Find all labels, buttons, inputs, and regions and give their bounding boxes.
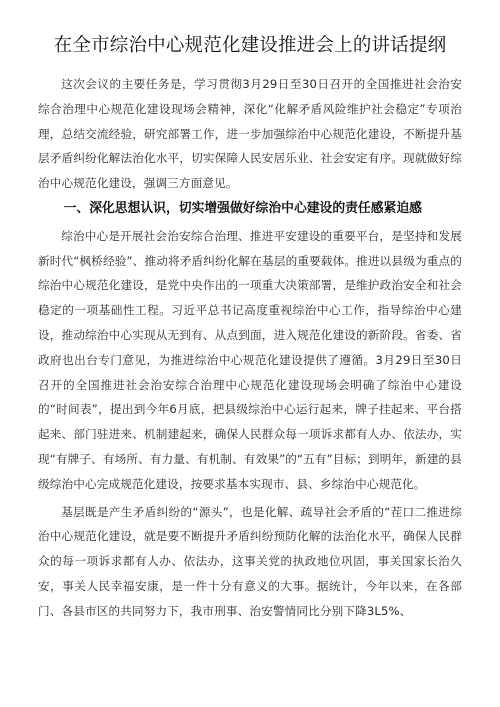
section-heading: 一、深化思想认识，切实增强做好综治中心建设的责任感紧迫感 [63,200,422,216]
intro-paragraph: 这次会议的主要任务是，学习贯彻3月29日至30日召开的全国推进社会治安综合治理中心规范化建设现场会精神，深化“化解矛盾风险维护社会稳定”专项治理，总结交流经验，研究部署工作，进一步加强综治中心规范化建设，不断提升基层矛盾纠纷化解法治化水平，切实保障人民安居乐业、社会安定有序。现就做好综治中心规范化建设，强调三方面意见。 [38,77,462,191]
section-paragraph: 基层既是产生矛盾纠纷的“源头”，也是化解、疏导社会矛盾的“茬口二推进综治中心规范化建设，就是要不断提升矛盾纠纷预防化解的法治化水平，确保人民群众的每一项诉求都有人办、依法办，这事关党的执政地位巩固，事关国家长治久安，事关人民幸福安康，是一件十分有意义的大事。据统计，今年以来，在各部门、各县市区的共同努力下，我市刑事、治安警情同比分别下降3L5%、 [38,504,462,618]
document-title: 在全市综治中心规范化建设推进会上的讲话提纲 [53,35,447,56]
document-body [38,72,462,624]
section-paragraph: 综治中心是开展社会治安综合治理、推进平安建设的重要平台，是坚持和发展新时代“枫桥经验”、推动将矛盾纠纷化解在基层的重要载体。推进以县级为重点的综治中心规范化建设，是党中央作出的一项重大决策部署，是维护政治安全和社会稳定的一项基础性工程。习近平总书记高度重视综治中心工作，指导综治中心建设，推动综治中心实现从无到有、从点到面，进入规范化建设的新阶段。省委、省政府也出台专门意见，为推进综治中心规范化建设提供了遵循。3月29日至30日召开的全国推进社会治安综合治理中心规范化建设现场会明确了综治中心建设的“时间表”，提出到今年6月底，把县级综治中心运行起来，牌子挂起来、平台搭起来、部门驻进来、机制建起来，确保人民群众每一项诉求都有人办、依法办，实现“有牌子、有场所、有力量、有机制、有效果”的“五有”目标；到明年，新建的县级综治中心完成规范化建设，按要求基本实现市、县、乡综治中心规范化。 [38,228,462,491]
